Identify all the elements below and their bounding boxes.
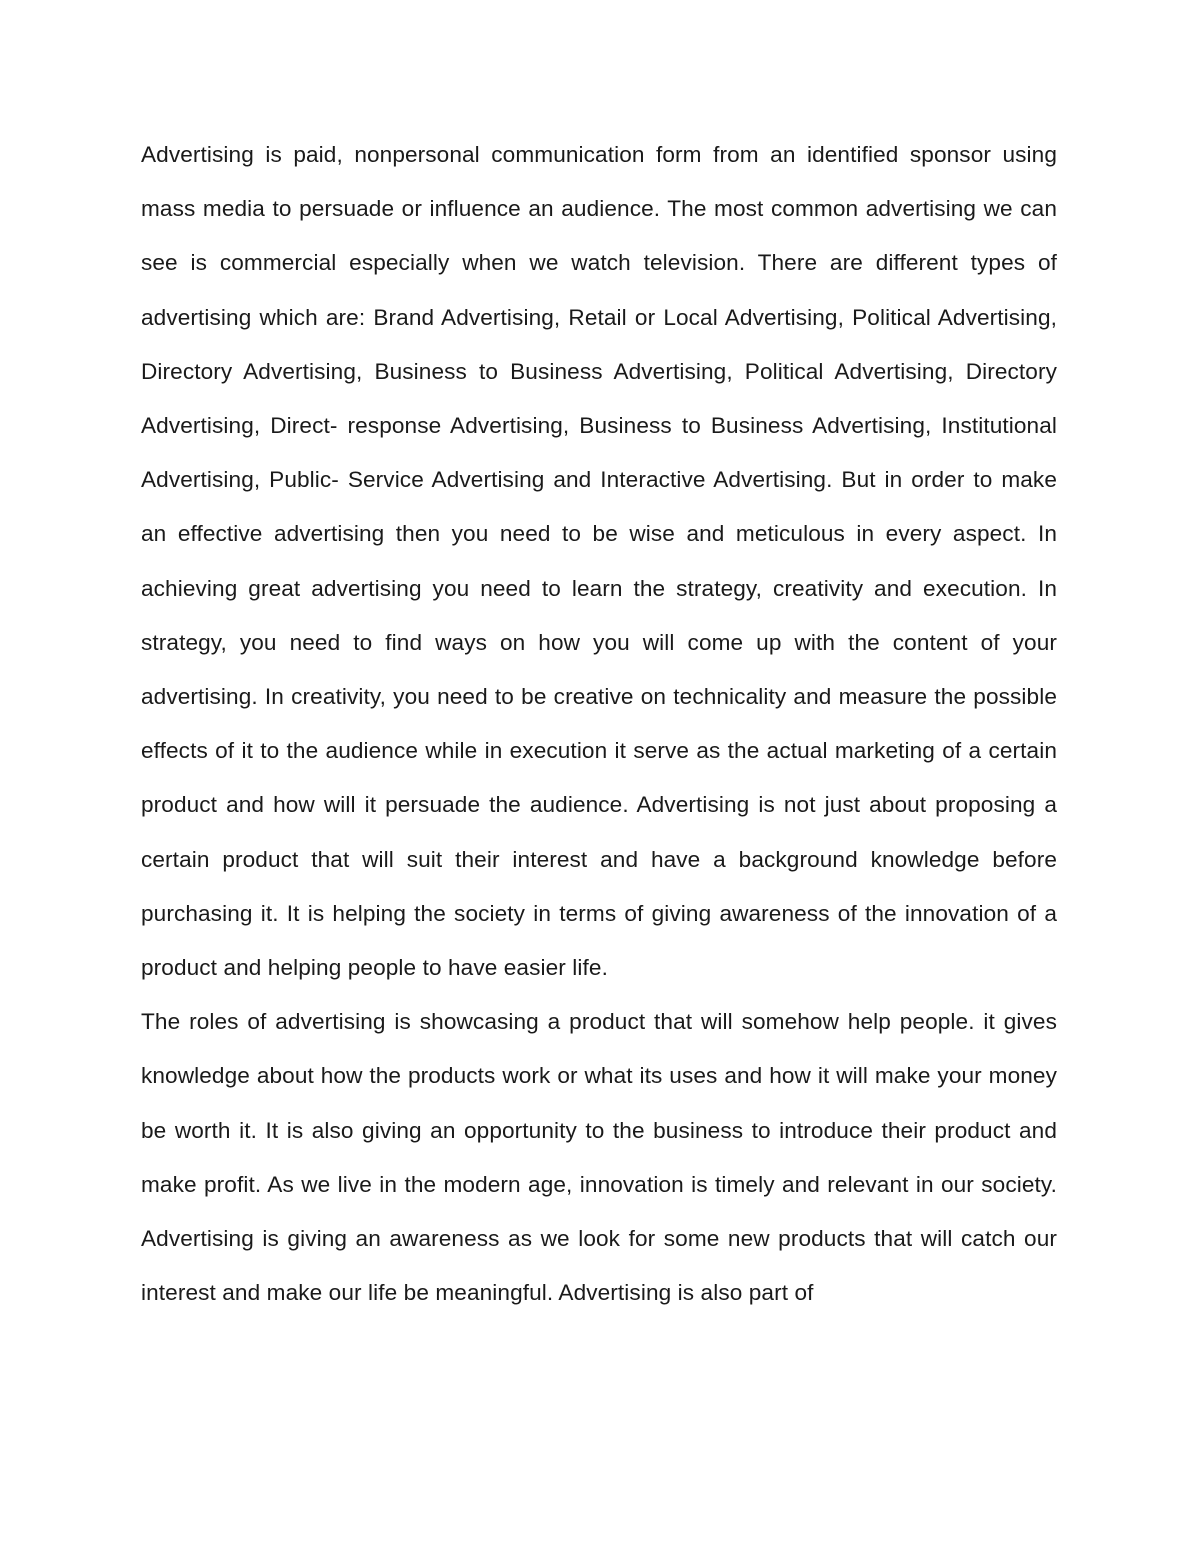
paragraph-advertising-definition: Advertising is paid, nonpersonal communication form from an identified sponsor using mass media to persuade or influence an audience. The most common advertising we can see is commercial especially when we watch television. There are different types of advertising which are: Brand Advertising, Retail or Local Advertising, Political Advertising, Directory Advertising, Business to Business Advertising, Political Advertising, Directory Advertising, Direct- response Advertising, Business to Business Advertising, Institutional Advertising, Public- Service Advertising and Interactive Advertising. But in order to make an effective advertising then you need to be wise and meticulous in every aspect. In achieving great advertising you need to learn the strategy, creativity and execution. In strategy, you need to find ways on how you will come up with the content of your advertising. In creativity, you need to be creative on technicality and measure the possible effects of it to the audience while in execution it serve as the actual marketing of a certain product and how will it persuade the audience. Advertising is not just about proposing a certain product that will suit their interest and have a background knowledge before purchasing it. It is helping the society in terms of giving awareness of the innovation of a product and helping people to have easier life. bbox=[141, 142, 1057, 981]
document-body bbox=[141, 128, 1057, 1320]
paragraph-roles-of-advertising: The roles of advertising is showcasing a product that will somehow help people. it gives knowledge about how the products work or what its uses and how it will make your money be worth it. It is also giving an opportunity to the business to introduce their product and make profit. As we live in the modern age, innovation is timely and relevant in our society. Advertising is giving an awareness as we look for some new products that will catch our interest and make our life be meaningful. Advertising is also part of bbox=[141, 1009, 1057, 1306]
